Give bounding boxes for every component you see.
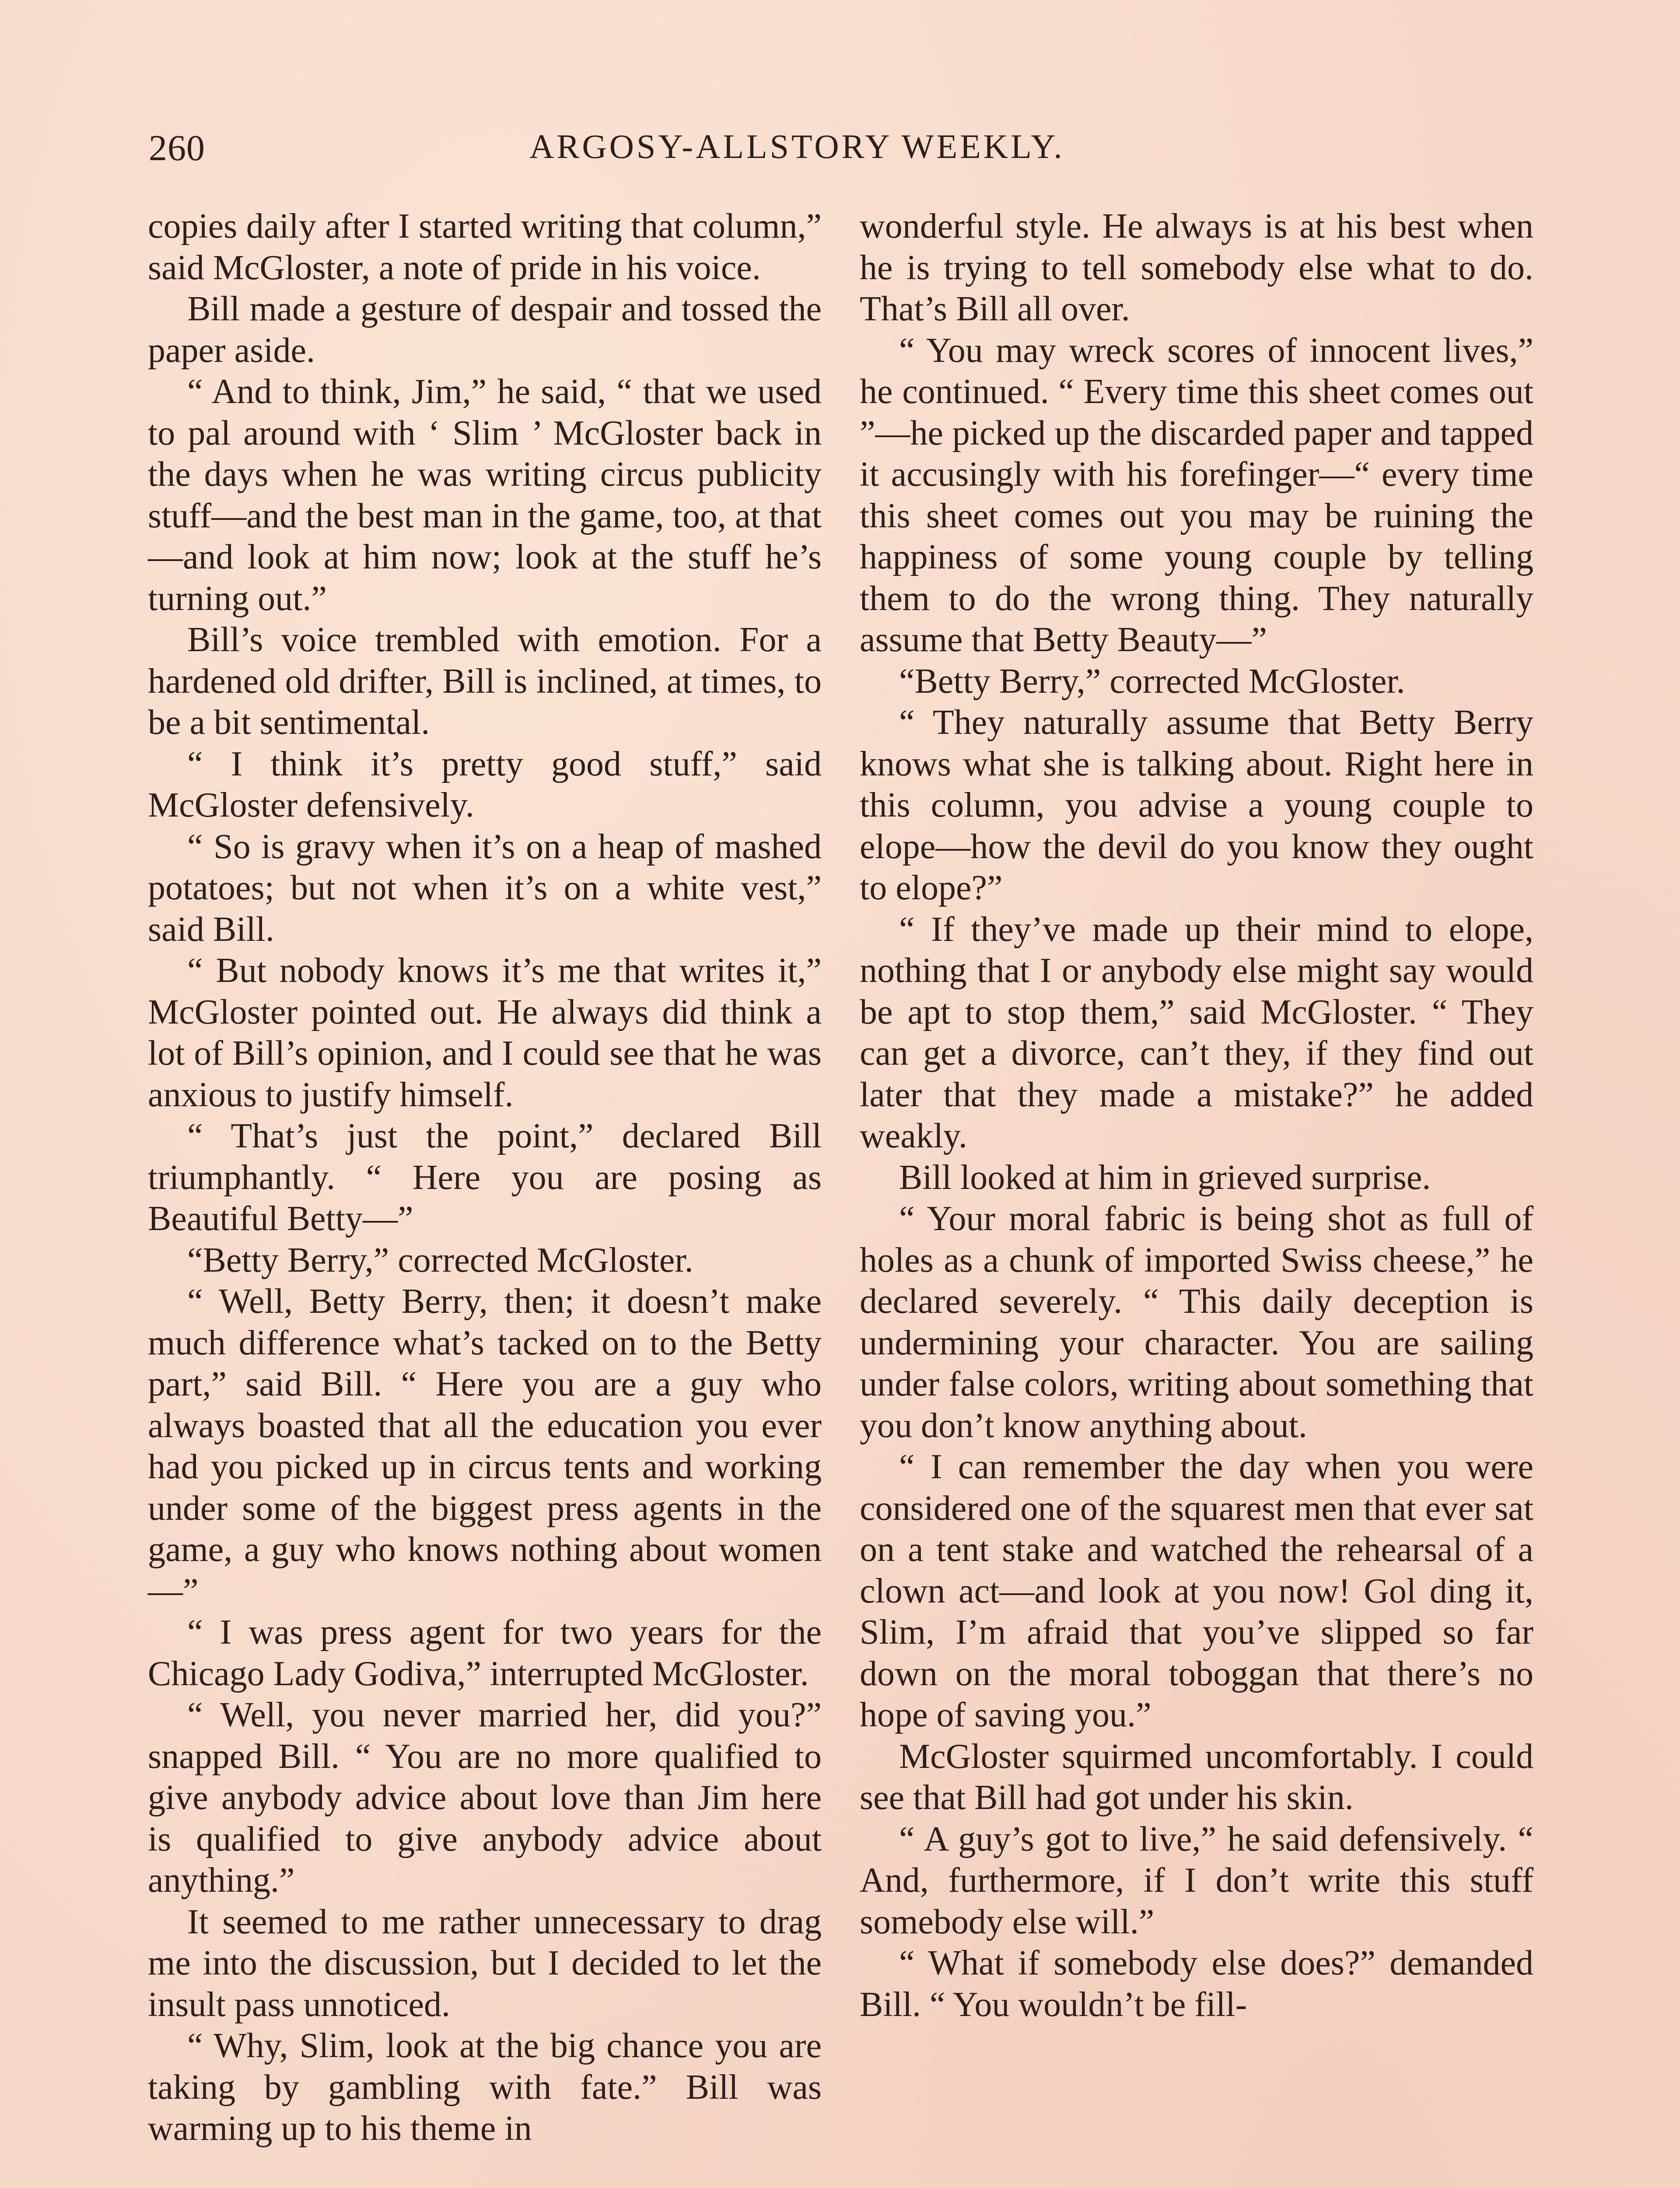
- running-head: ARGOSY-ALLSTORY WEEKLY.: [529, 127, 1065, 165]
- paragraph: “ I can remember the day when you were considered one of the squarest men that ever sat on a tent stake and watched the rehearsal of a clown act—and look at you now! Gol ding it, Slim, I’m afraid that you’ve slipped so far down on the moral toboggan that there’s no hope of saving you.”: [860, 1448, 1533, 1734]
- paragraph: “ I was press agent for two years for the Chicago Lady Godiva,” interrupted McGloster.: [148, 1613, 822, 1693]
- paragraph: “ Your moral fabric is being shot as full of holes as a chunk of imported Swiss cheese,” he declared severely. “ This daily deception is undermining your character. You are sailing under false colors, writing about something that you don’t know anything about.: [860, 1199, 1533, 1445]
- paragraph: Bill looked at him in grieved surprise.: [899, 1158, 1431, 1197]
- paragraph: “ Well, Betty Berry, then; it doesn’t make much difference what’s tacked on to the Betty part,” said Bill. “ Here you are a guy who always boasted that all the education you ever had you picked up in circus tents and working under some of the biggest press agents in the game, a guy who knows nothing about women—”: [148, 1282, 822, 1610]
- paragraph: “Betty Berry,” corrected McGloster.: [899, 662, 1405, 701]
- paragraph: “ I think it’s pretty good stuff,” said McGloster defensively.: [148, 744, 822, 824]
- paragraph: “ What if somebody else does?” demanded Bill. “ You wouldn’t be fill-: [860, 1944, 1533, 2024]
- paragraph: McGloster squirmed uncomfortably. I could see that Bill had got under his skin.: [860, 1737, 1533, 1817]
- paragraph: “ But nobody knows it’s me that writes it,” McGloster pointed out. He always did think a lot of Bill’s opinion, and I could see that he was anxious to justify himself.: [148, 951, 822, 1114]
- paragraph: “ That’s just the point,” declared Bill triumphantly. “ Here you are posing as Beautiful Betty—”: [148, 1117, 822, 1238]
- paragraph: It seemed to me rather unnecessary to drag me into the discussion, but I decided to let the insult pass unnoticed.: [148, 1902, 822, 2024]
- paragraph: “ You may wreck scores of innocent lives,” he continued. “ Every time this sheet comes out ”—he picked up the discarded paper and tapped it accusingly with his forefinger—“ every time this sheet comes out you may be ruining the happiness of some young couple by telling them to do the wrong thing. They naturally assume that Betty Beauty—”: [860, 331, 1533, 659]
- paragraph: “ If they’ve made up their mind to elope, nothing that I or anybody else might say would be apt to stop them,” said McGloster. “ They can get a divorce, can’t they, if they find out later that they made a mistake?” he added weakly.: [860, 910, 1533, 1155]
- paragraph: “ So is gravy when it’s on a heap of mashed potatoes; but not when it’s on a white vest,” said Bill.: [148, 827, 822, 949]
- paragraph: “ They naturally assume that Betty Berry knows what she is talking about. Right here in this column, you advise a young couple to elope—how the devil do you know they ought to elope?”: [860, 703, 1533, 907]
- paragraph: Bill’s voice trembled with emotion. For a hardened old drifter, Bill is inclined, at times, to be a bit sentimental.: [148, 621, 822, 742]
- right-column: [860, 206, 1533, 2025]
- paragraph: Bill made a gesture of despair and tossed the paper aside.: [148, 290, 822, 370]
- paragraph: “Betty Berry,” corrected McGloster.: [187, 1241, 693, 1280]
- page-header: [149, 127, 1488, 179]
- left-column: [148, 206, 822, 2149]
- paragraph: “ Well, you never married her, did you?” snapped Bill. “ You are no more qualified to give anybody advice about love than Jim here is qualified to give anybody advice about anything.”: [148, 1696, 822, 1900]
- page-number: 260: [149, 128, 205, 168]
- paragraph: “ Why, Slim, look at the big chance you are taking by gambling with fate.” Bill was warming up to his theme in: [148, 2027, 822, 2148]
- paragraph: copies daily after I started writing that column,” said McGloster, a note of pride in his voice.: [148, 207, 822, 287]
- paragraph: wonderful style. He always is at his best when he is trying to tell somebody else what to do. That’s Bill all over.: [860, 207, 1533, 328]
- paragraph: “ A guy’s got to live,” he said defensively. “ And, furthermore, if I don’t write this stuff somebody else will.”: [860, 1820, 1533, 1941]
- paragraph: “ And to think, Jim,” he said, “ that we used to pal around with ‘ Slim ’ McGloster back in the days when he was writing circus publicity stuff—and the best man in the game, too, at that —and look at him now; look at the stuff he’s turning out.”: [148, 372, 822, 618]
